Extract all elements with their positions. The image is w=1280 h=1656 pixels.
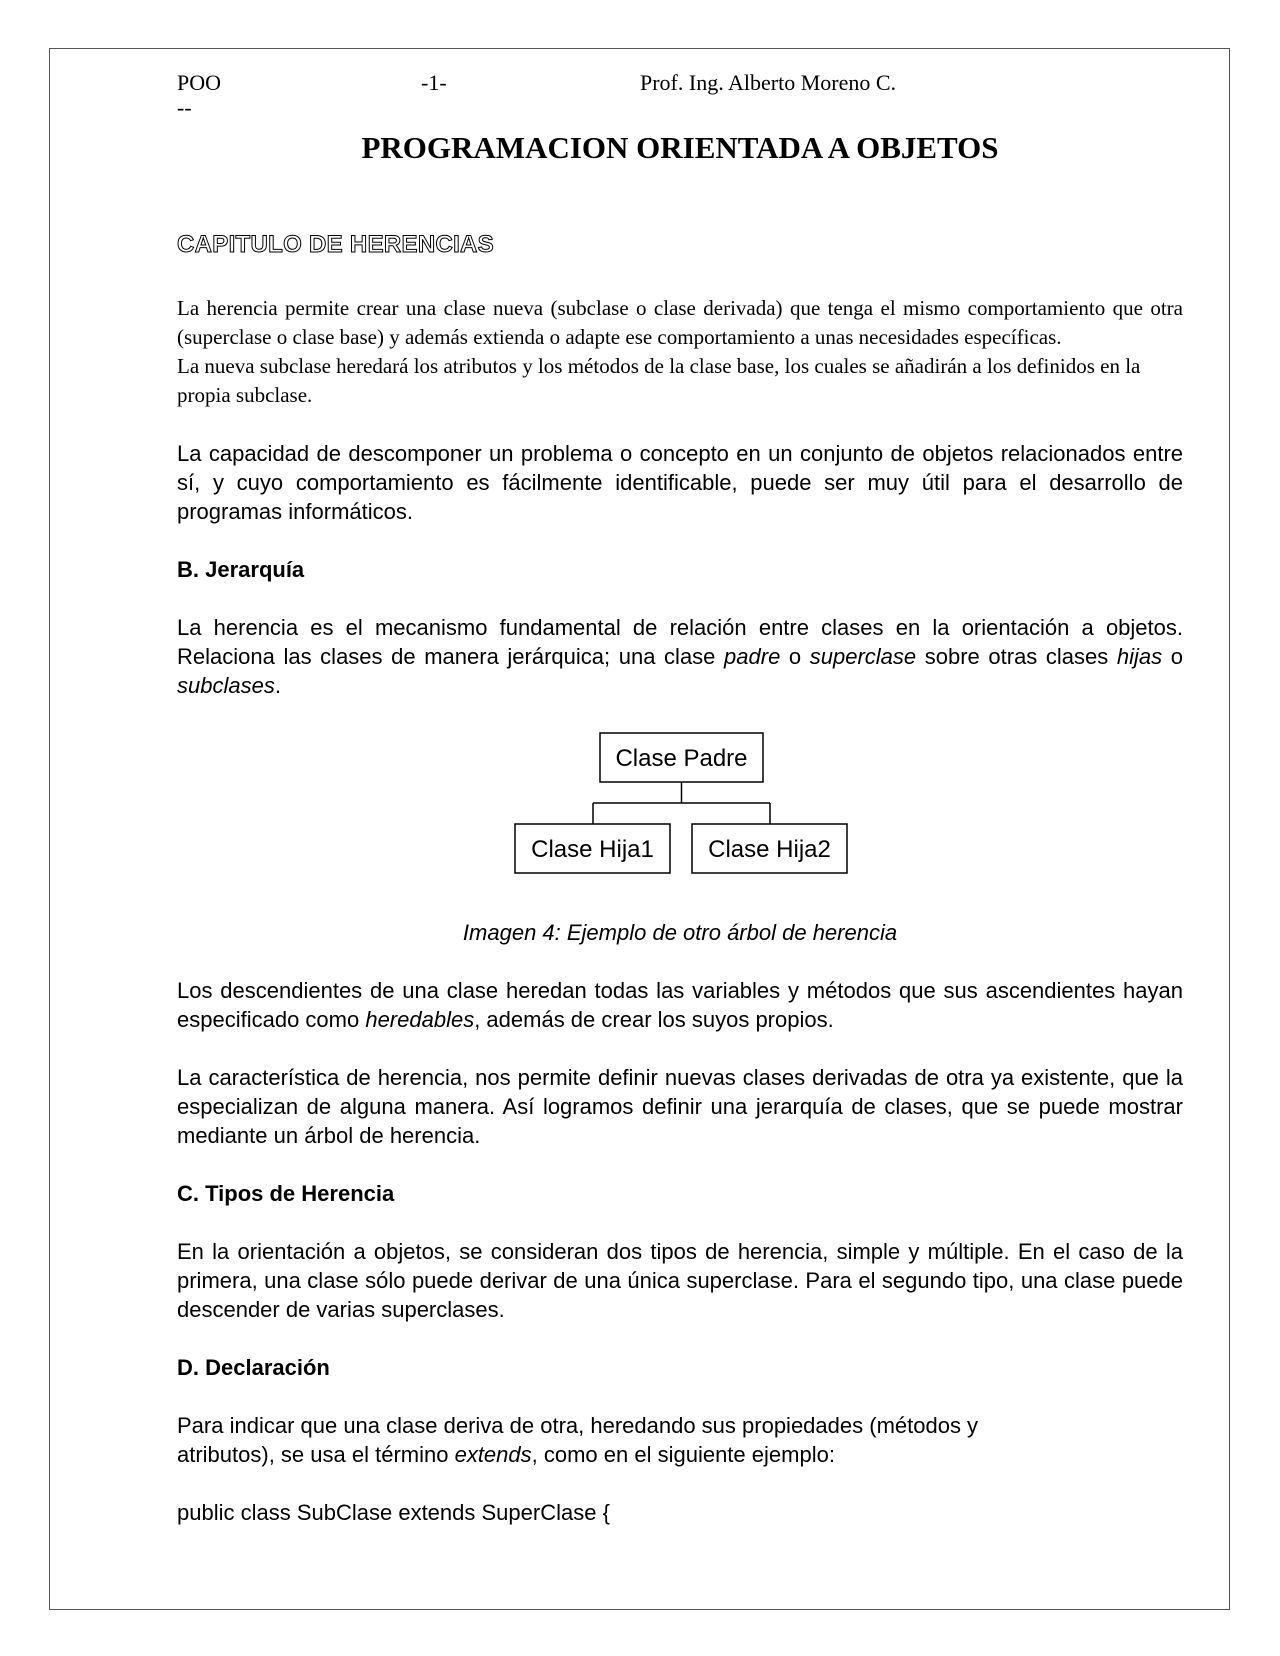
header-page-number: -1- (421, 70, 447, 95)
header-course: POO (177, 70, 222, 95)
child2-class-label: Clase Hija2 (708, 836, 831, 863)
inheritance-diagram (177, 728, 1183, 918)
section-d-heading: D. Declaración (177, 1355, 330, 1380)
paragraph-descendientes: Los descendientes de una clase heredan todas las variables y métodos que sus ascendientes hayan especificado como heredables, además de crear los suyos propios. (177, 978, 1183, 1032)
intro-paragraph-2: La nueva subclase heredará los atributos y los métodos de la clase base, los cuales se añadirán a los definidos en la propia subclase. (177, 354, 1141, 407)
term-heredables: heredables (365, 1007, 475, 1032)
chapter-title: CAPITULO DE HERENCIAS (177, 231, 494, 258)
term-padre: padre (724, 644, 781, 669)
paragraph-caracteristica: La característica de herencia, nos permite definir nuevas clases derivadas de otra ya existente, que la especializan de alguna manera. Así logramos definir una jerarquía de clases, que se puede mostrar mediante un árbol de herencia. (177, 1065, 1183, 1148)
document-content (177, 70, 1183, 1527)
document-title: PROGRAMACION ORIENTADA A OBJETOS (361, 130, 999, 165)
code-example-line: public class SubClase extends SuperClase { (177, 1500, 610, 1525)
child1-class-label: Clase Hija1 (531, 836, 654, 863)
term-subclases: subclases (177, 673, 275, 698)
section-c-paragraph: En la orientación a objetos, se consideran dos tipos de herencia, simple y múltiple. En el caso de la primera, una clase sólo puede derivar de una única superclase. Para el segundo tipo, una clase puede descender de varias superclases. (177, 1239, 1183, 1322)
section-b-heading: B. Jerarquía (177, 557, 305, 582)
header-dash: -- (177, 95, 192, 120)
section-b-paragraph: La herencia es el mecanismo fundamental de relación entre clases en la orientación a objetos. Relaciona las clases de manera jerárquica; una clase padre o superclase sobre otras clases hijas o subclases. (177, 615, 1183, 698)
paragraph-capacidad: La capacidad de descomponer un problema o concepto en un conjunto de objetos relacionados entre sí, y cuyo comportamiento es fácilmente identificable, puede ser muy útil para el desarrollo de programas informáticos. (177, 441, 1183, 524)
intro-paragraph-1: La herencia permite crear una clase nueva (subclase o clase derivada) que tenga el mismo comportamiento que otra (superclase o clase base) y además extienda o adapte ese comportamiento a unas necesidades específicas. (177, 296, 1183, 349)
section-c-heading: C. Tipos de Herencia (177, 1181, 395, 1206)
header-author: Prof. Ing. Alberto Moreno C. (640, 70, 897, 95)
parent-class-label: Clase Padre (615, 745, 748, 772)
diagram-caption: Imagen 4: Ejemplo de otro árbol de herencia (462, 920, 898, 945)
section-d-paragraph: Para indicar que una clase deriva de otra, heredando sus propiedades (métodos y atributos), se usa el término extends, como en el siguiente ejemplo: (177, 1413, 979, 1467)
intro-block (177, 294, 1183, 410)
page-header (177, 70, 1183, 98)
term-extends: extends (454, 1442, 532, 1467)
term-superclase: superclase (809, 644, 917, 669)
term-hijas: hijas (1116, 644, 1163, 669)
